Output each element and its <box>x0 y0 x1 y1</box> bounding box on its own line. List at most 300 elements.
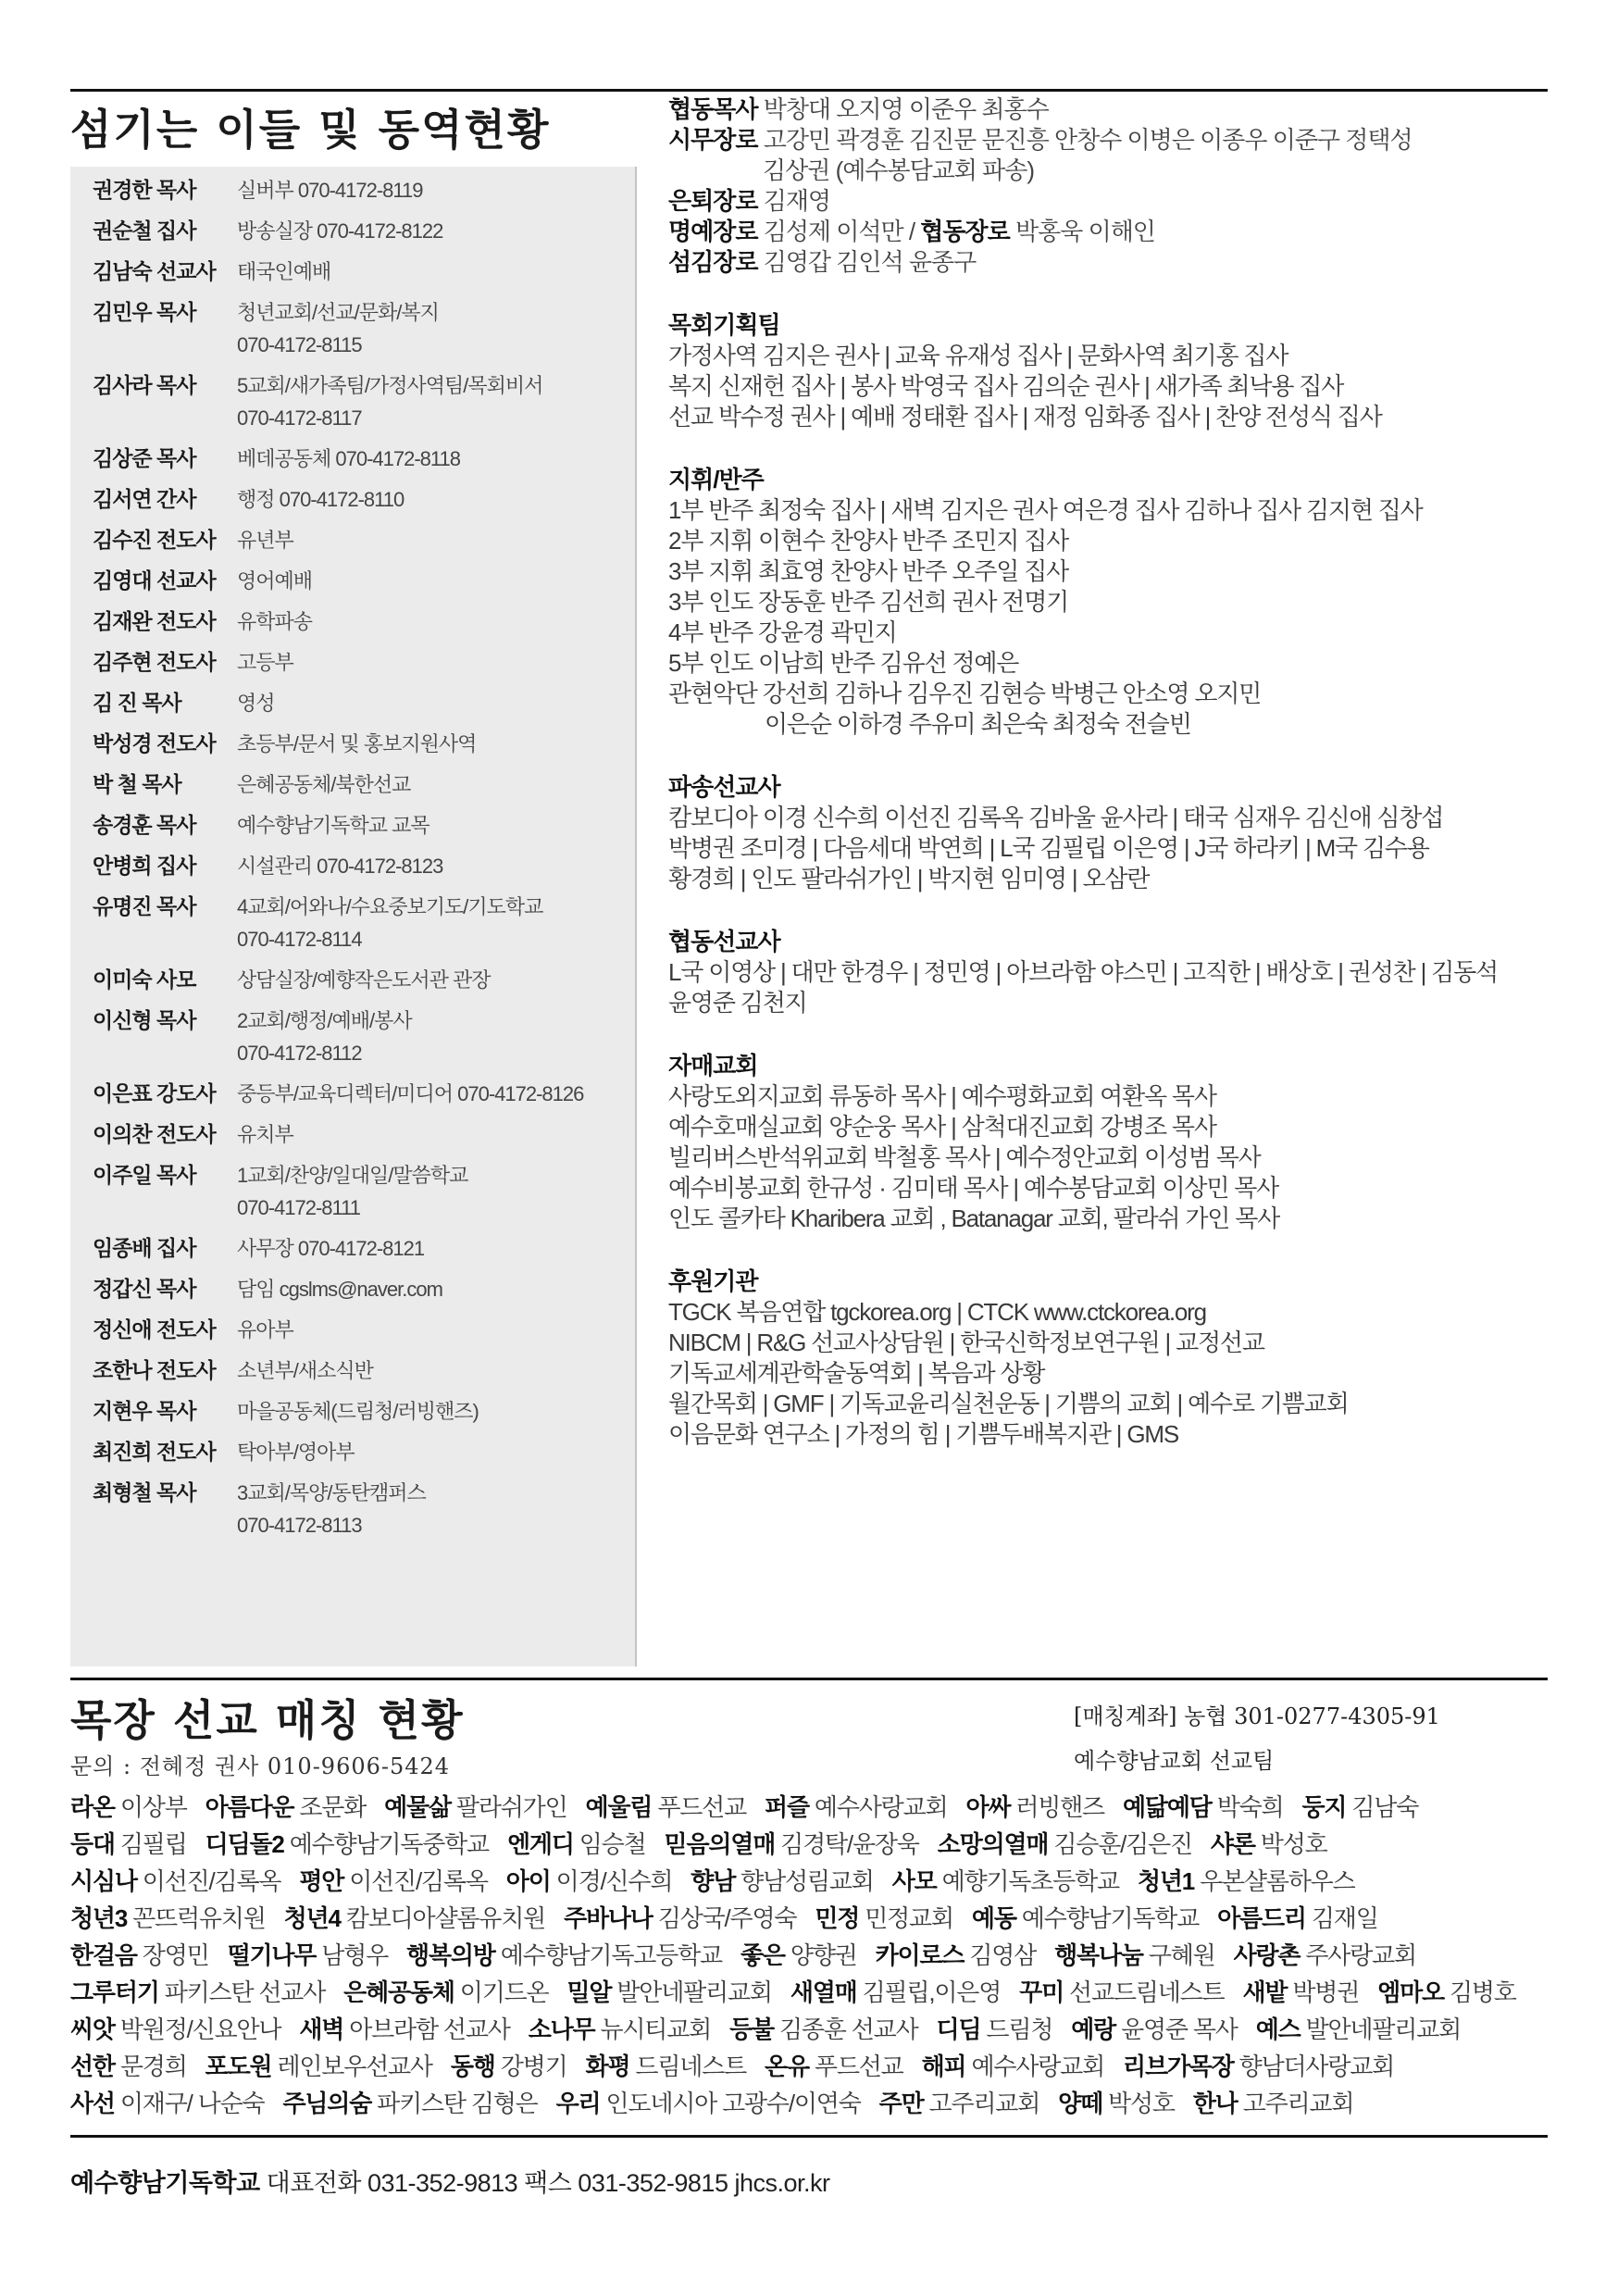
mission-target: 예수향남기독학교 <box>1021 1904 1200 1932</box>
office-label: 명예장로 <box>668 218 758 245</box>
staff-role <box>237 1354 629 1387</box>
block-line: 인도 콜카타 Kharibera 교회 , Batanagar 교회, 팔라쉬 가인 목사 <box>668 1204 1280 1232</box>
matching-pair <box>729 2015 917 2043</box>
cell-group-name: 사선 <box>70 2090 115 2117</box>
mission-target: 향남성림교회 <box>741 1867 874 1895</box>
staff-name: 이미숙 사모 <box>93 967 196 992</box>
missionaries-block <box>668 771 1548 894</box>
staff-name: 김수진 전도사 <box>93 528 216 552</box>
cell-group-name: 등불 <box>729 2015 774 2043</box>
matching-pair <box>70 1978 325 2006</box>
matching-pair <box>665 1830 919 1858</box>
cell-group-name: 예스 <box>1255 2015 1301 2043</box>
matching-pair <box>1377 1978 1516 2006</box>
staff-role <box>237 565 629 597</box>
block-line: 복지 신재헌 집사 | 봉사 박영국 집사 김의순 권사 | 새가족 최낙용 집사 <box>668 372 1344 400</box>
cell-group-name: 온유 <box>765 2053 809 2080</box>
mission-target: 꼰뜨럭유치원 <box>132 1904 266 1932</box>
block-line: 2부 지휘 이현수 찬양사 반주 조민지 집사 <box>668 527 1069 555</box>
office-label: 협동장로 <box>920 218 1010 245</box>
staff-role <box>237 768 629 801</box>
mission-target: 이기드온 <box>459 1978 549 2006</box>
office-row-honorary-elders <box>668 217 1548 247</box>
mission-target: 러빙핸즈 <box>1015 1793 1104 1821</box>
cell-group-name: 우리 <box>555 2090 601 2117</box>
staff-role-line: 유학파송 <box>237 610 313 633</box>
cell-group-name: 은혜공동체 <box>343 1978 454 2006</box>
staff-role <box>237 174 629 206</box>
mission-target: 레인보우선교사 <box>277 2053 432 2080</box>
cell-group-name: 새밭 <box>1242 1978 1288 2006</box>
mission-target: 예수사랑교회 <box>971 2053 1104 2080</box>
mission-target: 김승훈/김은진 <box>1053 1830 1192 1858</box>
staff-name: 조한나 전도사 <box>93 1358 216 1382</box>
staff-role-line: 행정 070-4172-8110 <box>237 488 404 511</box>
staff-role <box>237 728 629 760</box>
staff-role-line: 영성 <box>237 692 275 715</box>
mission-target: 이선진/김록옥 <box>142 1867 281 1895</box>
block-line: 5부 인도 이남희 반주 김유선 정예은 <box>668 649 1019 677</box>
office-names: 고강민 곽경훈 김진문 문진흥 안창수 이병은 이종우 이준구 정택성 <box>763 126 1413 154</box>
matching-pair <box>938 1830 1192 1858</box>
mission-target: 예수향남기독중학교 <box>289 1830 489 1858</box>
sponsors-block <box>668 1266 1548 1450</box>
staff-row <box>93 964 629 996</box>
mission-target: 발안네팔리교회 <box>1305 2015 1461 2043</box>
mission-target: 임승철 <box>579 1830 646 1858</box>
matching-pair <box>972 1904 1199 1932</box>
staff-name: 최진희 전도사 <box>93 1440 216 1464</box>
block-line: 윤영준 김천지 <box>668 989 807 1017</box>
cell-group-name: 평안 <box>299 1867 344 1895</box>
staff-name: 김 진 목사 <box>93 691 181 715</box>
cell-group-name: 카이로스 <box>875 1941 965 1969</box>
office-names: 김재영 <box>763 187 831 215</box>
staff-role <box>237 369 629 434</box>
block-title: 자매교회 <box>668 1052 758 1079</box>
staff-role-line: 담임 cgslms@naver.com <box>237 1278 442 1301</box>
block-line: 선교 박수정 권사 | 예배 정태환 집사 | 재정 임화종 집사 | 찬양 전성식 집사 <box>668 403 1382 430</box>
matching-pair <box>1071 2015 1237 2043</box>
cell-group-name: 향남 <box>691 1867 736 1895</box>
mission-target: 김종훈 선교사 <box>778 2015 918 2043</box>
office-row-cooperating-pastors <box>668 94 1548 125</box>
mission-target: 김경탁/윤장욱 <box>780 1830 919 1858</box>
office-label: 섬김장로 <box>668 248 758 276</box>
cell-group-name: 한걸음 <box>70 1941 137 1969</box>
mission-target: 김영삼 <box>969 1941 1037 1969</box>
block-line: 기독교세계관학술동역회 | 복음과 상황 <box>668 1359 1045 1387</box>
matching-pair <box>965 1793 1104 1821</box>
inquiry-contact: 문의 : 전혜정 권사 010-9606-5424 <box>70 1753 451 1779</box>
staff-role-line: 실버부 070-4172-8119 <box>237 179 423 202</box>
staff-name: 김남숙 선교사 <box>93 259 216 283</box>
staff-role-line: 사무장 070-4172-8121 <box>237 1237 425 1260</box>
staff-role-line: 베데공동체 070-4172-8118 <box>237 447 460 470</box>
mission-target: 파키스탄 김형은 <box>377 2090 538 2117</box>
cell-group-name: 등대 <box>70 1830 115 1858</box>
staff-role-line: 방송실장 070-4172-8122 <box>237 219 443 243</box>
mission-target: 박숙희 <box>1216 1793 1284 1821</box>
staff-role-line: 고등부 <box>237 651 293 674</box>
cell-group-name: 예닮예담 <box>1123 1793 1212 1821</box>
block-line: NIBCM | R&G 선교사상담원 | 한국신학정보연구원 | 교정선교 <box>668 1329 1264 1356</box>
mission-target: 장영민 <box>142 1941 209 1969</box>
matching-pair <box>815 1904 953 1932</box>
mission-target: 이재구/ 나순숙 <box>119 2090 265 2117</box>
block-line: 가정사역 김지은 권사 | 교육 유재성 집사 | 문화사역 최기홍 집사 <box>668 342 1288 369</box>
staff-role <box>237 296 629 361</box>
mission-target: 예향기독초등학교 <box>941 1867 1119 1895</box>
mission-target: 팔라쉬가인 <box>455 1793 567 1821</box>
cell-group-name: 엔게디 <box>506 1830 574 1858</box>
mission-target: 인도네시아 고광수/이연숙 <box>605 2090 861 2117</box>
mission-target: 이상부 <box>119 1793 187 1821</box>
matching-pair <box>564 1904 796 1932</box>
staff-role <box>237 1118 629 1151</box>
matching-pair <box>529 2015 711 2043</box>
mission-target: 뉴시티교회 <box>600 2015 712 2043</box>
staff-role-line: 소년부/새소식반 <box>237 1359 373 1382</box>
mission-target: 김병호 <box>1449 1978 1516 2006</box>
mission-target: 고주리교회 <box>928 2090 1040 2117</box>
matching-pair <box>282 2090 537 2117</box>
staff-role-line: 은혜공동체/북한선교 <box>237 773 411 796</box>
sister-churches-block <box>668 1050 1548 1234</box>
matching-pair <box>70 2015 280 2043</box>
staff-role-line: 4교회/어와나/수요중보기도/기도학교 <box>237 895 543 918</box>
partner-missionaries-block <box>668 926 1548 1018</box>
mission-target: 김재일 <box>1311 1904 1378 1932</box>
matching-pair <box>586 1793 746 1821</box>
staff-row <box>93 1314 629 1346</box>
block-line: 4부 반주 강윤경 곽민지 <box>668 618 897 646</box>
matching-pair <box>70 2053 187 2080</box>
matching-pair <box>1123 1793 1283 1821</box>
matching-pair <box>567 1978 772 2006</box>
staff-name: 안병희 집사 <box>93 854 196 878</box>
staff-name: 박 철 목사 <box>93 772 181 796</box>
staff-row <box>93 1159 629 1224</box>
matching-pair <box>1234 1941 1416 1969</box>
cell-group-name: 엠마오 <box>1377 1978 1444 2006</box>
staff-name: 김재완 전도사 <box>93 609 216 633</box>
staff-name: 김상준 목사 <box>93 446 196 470</box>
mission-target: 드림네스트 <box>635 2053 747 2080</box>
staff-row <box>93 1273 629 1305</box>
mission-target: 고주리교회 <box>1242 2090 1354 2117</box>
office-names: 박홍욱 이해인 <box>1015 218 1155 245</box>
staff-row <box>93 891 629 955</box>
staff-row <box>93 215 629 247</box>
matching-pair <box>70 1941 209 1969</box>
matching-pair <box>228 1941 388 1969</box>
staff-role <box>237 443 629 475</box>
right-column <box>668 94 1548 1450</box>
staff-name: 김민우 목사 <box>93 300 196 324</box>
cell-group-name: 화평 <box>585 2053 630 2080</box>
office-row-serving-elders-cont: 김상권 (예수봉담교회 파송) <box>763 156 1035 184</box>
mission-target: 문경희 <box>119 2053 187 2080</box>
staff-row <box>93 296 629 361</box>
cell-group-name: 라온 <box>70 1793 115 1821</box>
staff-role <box>237 646 629 679</box>
matching-pair <box>299 1867 487 1895</box>
staff-section-title: 섬기는 이들 및 동역현황 <box>70 105 551 155</box>
mission-target: 강병기 <box>500 2053 567 2080</box>
block-line: 예수비봉교회 한규성 · 김미태 목사 | 예수봉담교회 이상민 목사 <box>668 1174 1279 1202</box>
block-line: 이음문화 연구소 | 가정의 힘 | 기쁨두배복지관 | GMS <box>668 1420 1178 1448</box>
cell-group-name: 퍼즐 <box>765 1793 809 1821</box>
matching-pair <box>892 1867 1119 1895</box>
matching-pair <box>1058 2090 1175 2117</box>
office-row-serving-elders-2 <box>668 247 1548 278</box>
staff-role <box>237 605 629 638</box>
mission-target: 박성호 <box>1108 2090 1175 2117</box>
office-label: 은퇴장로 <box>668 187 758 215</box>
staff-role-line: 청년교회/선교/문화/복지 <box>237 301 439 324</box>
mission-target: 향남더사랑교회 <box>1238 2053 1395 2080</box>
cell-group-name: 예울림 <box>585 1793 653 1821</box>
staff-name: 권순철 집사 <box>93 218 196 243</box>
mission-target: 박성호 <box>1260 1830 1327 1858</box>
staff-name: 정신애 전도사 <box>93 1317 216 1341</box>
cell-group-name: 디딤 <box>936 2015 981 2043</box>
matching-pair <box>205 2053 432 2080</box>
staff-name: 지현우 목사 <box>93 1399 196 1423</box>
staff-role-line: 070-4172-8117 <box>237 406 362 430</box>
mission-target: 양향권 <box>790 1941 857 1969</box>
cell-group-name: 꾸미 <box>1019 1978 1064 2006</box>
staff-role-line: 070-4172-8112 <box>237 1042 362 1065</box>
block-title: 파송선교사 <box>668 773 780 801</box>
staff-name: 정갑신 목사 <box>93 1277 196 1301</box>
staff-role <box>237 1004 629 1069</box>
staff-role-line: 5교회/새가족팀/가정사역팀/목회비서 <box>237 374 543 397</box>
matching-pair <box>1019 1978 1224 2006</box>
cell-group-name: 포도원 <box>205 2053 272 2080</box>
mission-target: 캄보디아샬롬유치원 <box>345 1904 546 1932</box>
block-line: 빌리버스반석위교회 박철홍 목사 | 예수정안교회 이성범 목사 <box>668 1143 1261 1171</box>
staff-role-line: 초등부/문서 및 홍보지원사역 <box>237 732 477 755</box>
cell-group-name: 아이 <box>505 1867 551 1895</box>
staff-name: 이신형 목사 <box>93 1008 196 1032</box>
staff-role-line: 1교회/찬양/일대일/말씀학교 <box>237 1164 468 1187</box>
staff-list <box>93 174 629 1550</box>
staff-role <box>237 809 629 842</box>
cell-group-name: 민정 <box>815 1904 860 1932</box>
block-line: 1부 반주 최정숙 집사 | 새벽 김지은 권사 여은경 집사 김하나 집사 김지현 집사 <box>668 496 1423 524</box>
staff-role-line: 예수향남기독학교 교목 <box>237 814 429 837</box>
staff-name: 이주일 목사 <box>93 1163 196 1187</box>
matching-pair <box>1243 1978 1360 2006</box>
mission-target: 주사랑교회 <box>1305 1941 1416 1969</box>
staff-role <box>237 1159 629 1224</box>
staff-role <box>237 524 629 556</box>
footer-contact: 대표전화 031-352-9813 팩스 031-352-9815 jhcs.or.kr <box>266 2169 830 2197</box>
matching-pair <box>506 1867 672 1895</box>
staff-name: 권경한 목사 <box>93 178 196 202</box>
mission-target: 아브라함 선교사 <box>349 2015 510 2043</box>
matching-pair <box>1256 2015 1461 2043</box>
staff-name: 박성경 전도사 <box>93 731 216 755</box>
staff-row <box>93 728 629 760</box>
matching-pair <box>70 1867 280 1895</box>
staff-row <box>93 443 629 475</box>
matching-pair <box>70 1793 187 1821</box>
staff-role <box>237 687 629 719</box>
staff-row <box>93 1477 629 1541</box>
cell-group-name: 예랑 <box>1071 2015 1116 2043</box>
mission-target: 푸드선교 <box>657 1793 746 1821</box>
staff-role <box>237 1395 629 1428</box>
office-row-serving-elders <box>668 125 1548 156</box>
mission-target: 푸드선교 <box>814 2053 903 2080</box>
cell-group-name: 좋은 <box>740 1941 785 1969</box>
staff-row <box>93 605 629 638</box>
cell-group-name: 씨앗 <box>70 2015 115 2043</box>
matching-pair <box>1302 1793 1419 1821</box>
staff-row <box>93 809 629 842</box>
mission-target: 박병권 <box>1292 1978 1360 2006</box>
cell-group-name: 예동 <box>971 1904 1016 1932</box>
matching-pair <box>70 2090 264 2117</box>
choir-block <box>668 464 1548 740</box>
staff-row <box>93 1004 629 1069</box>
staff-row <box>93 256 629 288</box>
staff-name: 이은표 강도사 <box>93 1081 216 1105</box>
top-rule <box>70 89 1548 92</box>
staff-row <box>93 1118 629 1151</box>
staff-row <box>93 1395 629 1428</box>
staff-name: 이의찬 전도사 <box>93 1122 216 1146</box>
staff-role-line: 3교회/목양/동탄캠퍼스 <box>237 1481 426 1504</box>
staff-role <box>237 964 629 996</box>
office-row-retired-elders <box>668 186 1548 217</box>
cell-group-name: 청년1 <box>1137 1867 1195 1895</box>
cell-group-name: 양떼 <box>1058 2090 1102 2117</box>
block-title: 협동선교사 <box>668 928 780 955</box>
office-names: 김성제 이석만 / <box>763 218 921 245</box>
cell-group-name: 아싸 <box>965 1793 1011 1821</box>
footer <box>70 2163 829 2199</box>
mission-target: 선교드림네스트 <box>1069 1978 1225 2006</box>
matching-pair <box>876 1941 1036 1969</box>
staff-row <box>93 174 629 206</box>
cell-group-name: 예물삶 <box>384 1793 451 1821</box>
block-line: 박병권 조미경 | 다음세대 박연희 | L국 김필립 이은영 | J국 하라키 | M국 김수용 <box>668 834 1429 862</box>
staff-role-line: 유아부 <box>237 1318 293 1341</box>
mission-target: 구혜원 <box>1148 1941 1215 1969</box>
cell-group-name: 행복의방 <box>406 1941 495 1969</box>
mission-target: 발안네팔리교회 <box>616 1978 772 2006</box>
staff-role-line: 중등부/교육디렉터/미디어 070-4172-8126 <box>237 1082 584 1105</box>
staff-name: 김영대 선교사 <box>93 568 216 593</box>
staff-role-line: 070-4172-8111 <box>237 1196 360 1219</box>
matching-pair <box>586 2053 746 2080</box>
staff-role-line: 2교회/행정/예배/봉사 <box>237 1009 412 1032</box>
matching-pair <box>1193 2090 1353 2117</box>
matching-list <box>70 1789 1548 2122</box>
matching-pair <box>70 1904 266 1932</box>
matching-pair <box>765 1793 947 1821</box>
block-line: 캄보디아 이경 신수희 이선진 김록옥 김바울 윤사라 | 태국 심재우 김신애 심창섭 <box>668 804 1444 831</box>
staff-name: 최형철 목사 <box>93 1480 196 1504</box>
staff-row <box>93 524 629 556</box>
cell-group-name: 샤론 <box>1210 1830 1255 1858</box>
staff-panel <box>70 167 637 1666</box>
block-line: 3부 지휘 최효영 찬양사 반주 오주일 집사 <box>668 557 1069 585</box>
staff-role-line: 070-4172-8113 <box>237 1514 362 1537</box>
mission-target: 민정교회 <box>865 1904 953 1932</box>
cell-group-name: 행복나눔 <box>1054 1941 1143 1969</box>
matching-pair <box>70 1830 187 1858</box>
account-number: [매칭계좌] 농협 301-0277-4305-91 <box>1074 1703 1440 1729</box>
staff-role <box>237 891 629 955</box>
staff-role-line: 영어예배 <box>237 569 313 593</box>
matching-pair <box>691 1867 873 1895</box>
bottom-rule <box>70 2135 1548 2138</box>
office-label: 시무장로 <box>668 126 758 154</box>
cell-group-name: 소나무 <box>528 2015 595 2043</box>
staff-name: 유명진 목사 <box>93 894 196 918</box>
staff-row <box>93 1436 629 1468</box>
matching-pair <box>384 1793 566 1821</box>
block-line: L국 이영상 | 대만 한경우 | 정민영 | 아브라함 야스민 | 고직한 | 배상호 | 권성찬 | 김동석 <box>668 958 1498 986</box>
staff-row <box>93 369 629 434</box>
cell-group-name: 동행 <box>450 2053 495 2080</box>
staff-role <box>237 256 629 288</box>
staff-role <box>237 1477 629 1541</box>
staff-role-line: 070-4172-8114 <box>237 928 362 951</box>
block-line: 황경희 | 인도 팔라쉬가인 | 박지현 임미영 | 오삼란 <box>668 865 1150 892</box>
cell-group-name: 새벽 <box>299 2015 344 2043</box>
mission-target: 김필립,이은영 <box>862 1978 1002 2006</box>
cell-group-name: 떨기나무 <box>227 1941 317 1969</box>
mission-target: 김필립 <box>119 1830 187 1858</box>
staff-role-line: 탁아부/영아부 <box>237 1441 355 1464</box>
block-line: 예수호매실교회 양순웅 목사 | 삼척대진교회 강병조 목사 <box>668 1113 1216 1141</box>
mission-target: 드림청 <box>986 2015 1053 2043</box>
mission-target: 김남숙 <box>1351 1793 1419 1821</box>
cell-group-name: 시심나 <box>70 1867 137 1895</box>
staff-role <box>237 1232 629 1265</box>
cell-group-name: 그루터기 <box>70 1978 159 2006</box>
matching-pair <box>765 2053 903 2080</box>
staff-name: 김서연 간사 <box>93 487 196 511</box>
staff-name: 임종배 집사 <box>93 1236 196 1260</box>
staff-role-line: 070-4172-8115 <box>237 333 362 356</box>
staff-role <box>237 215 629 247</box>
staff-role <box>237 850 629 882</box>
matching-pair <box>790 1978 1001 2006</box>
cell-group-name: 아름드리 <box>1217 1904 1306 1932</box>
block-line: TGCK 복음연합 tgckorea.org | CTCK www.ctckorea.org <box>668 1298 1206 1326</box>
staff-role-line: 유치부 <box>237 1123 293 1146</box>
staff-role <box>237 1314 629 1346</box>
mission-target: 남형우 <box>321 1941 389 1969</box>
mission-target: 예수향남기독고등학교 <box>500 1941 722 1969</box>
matching-pair <box>406 1941 722 1969</box>
mission-target: 조문화 <box>299 1793 367 1821</box>
staff-row <box>93 483 629 516</box>
matching-pair <box>741 1941 857 1969</box>
cell-group-name: 해피 <box>921 2053 966 2080</box>
mission-target: 파키스탄 선교사 <box>164 1978 326 2006</box>
cell-group-name: 아름다운 <box>205 1793 294 1821</box>
mission-target: 김상국/주영숙 <box>657 1904 797 1932</box>
cell-group-name: 디딤돌2 <box>205 1830 284 1858</box>
